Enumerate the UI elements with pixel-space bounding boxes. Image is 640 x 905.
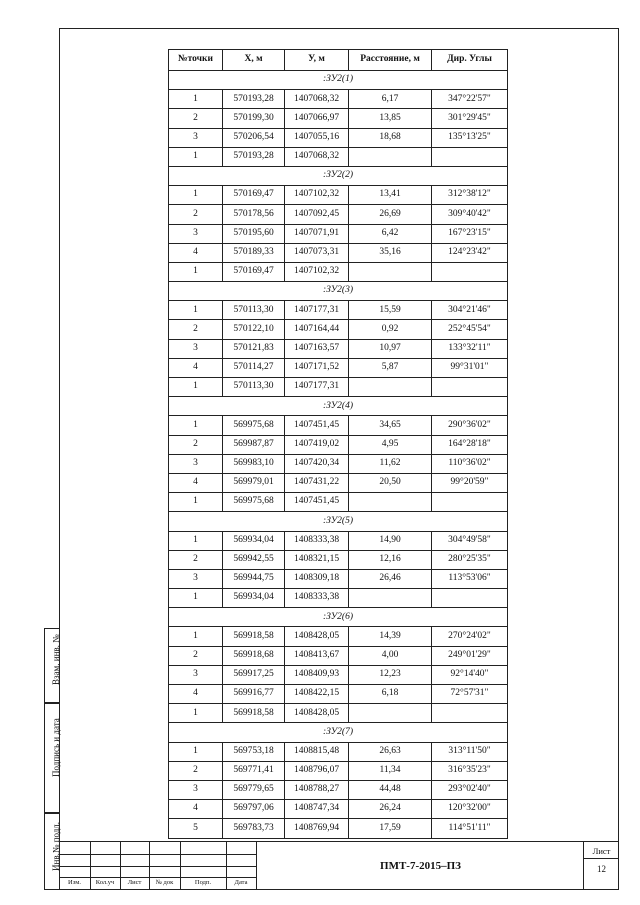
cell-distance: 5,87 — [349, 358, 432, 377]
table-header-row — [169, 50, 508, 71]
cell-bearing: 167°23'15" — [432, 224, 508, 243]
cell-distance: 13,85 — [349, 109, 432, 128]
table-row — [169, 109, 508, 128]
section-title: :ЗУ2(7) — [169, 723, 508, 742]
cell-x: 569918,58 — [223, 704, 285, 723]
cell-distance — [349, 262, 432, 281]
section-header-row — [169, 608, 508, 627]
cell-point-number: 1 — [169, 90, 223, 109]
section-header-row — [169, 71, 508, 90]
section-title: :ЗУ2(1) — [169, 71, 508, 90]
cell-point-number: 2 — [169, 550, 223, 569]
cell-x: 570178,56 — [223, 205, 285, 224]
cell-bearing: 312°38'12" — [432, 186, 508, 205]
cell-y: 1408788,27 — [285, 780, 349, 799]
cell-bearing — [432, 378, 508, 397]
column-label-quantity: Кол.уч — [95, 879, 115, 886]
cell-bearing: 309°40'42" — [432, 205, 508, 224]
table-row — [169, 550, 508, 569]
cell-bearing: 114°51'11" — [432, 819, 508, 838]
table-row — [169, 627, 508, 646]
table-row — [169, 473, 508, 492]
cell-bearing: 72°57'31" — [432, 685, 508, 704]
table-row — [169, 589, 508, 608]
cell-bearing: 92°14'40" — [432, 665, 508, 684]
section-header-row — [169, 282, 508, 301]
cell-point-number: 3 — [169, 339, 223, 358]
cell-point-number: 4 — [169, 473, 223, 492]
cell-bearing: 252°45'54" — [432, 320, 508, 339]
cell-point-number: 1 — [169, 186, 223, 205]
cell-distance: 0,92 — [349, 320, 432, 339]
cell-distance: 15,59 — [349, 301, 432, 320]
cell-y: 1407068,32 — [285, 90, 349, 109]
cell-bearing: 249°01'29" — [432, 646, 508, 665]
cell-y: 1407102,32 — [285, 262, 349, 281]
cell-y: 1407164,44 — [285, 320, 349, 339]
cell-point-number: 2 — [169, 205, 223, 224]
coordinates-table — [168, 49, 508, 839]
cell-x: 569783,73 — [223, 819, 285, 838]
cell-y: 1408333,38 — [285, 589, 349, 608]
cell-y: 1407163,57 — [285, 339, 349, 358]
table-row — [169, 454, 508, 473]
table-row — [169, 243, 508, 262]
column-label-signature: Подп. — [194, 879, 212, 886]
cell-x: 570195,60 — [223, 224, 285, 243]
cell-distance — [349, 493, 432, 512]
section-header-row — [169, 166, 508, 185]
cell-y: 1407171,52 — [285, 358, 349, 377]
cell-distance — [349, 147, 432, 166]
cell-bearing — [432, 493, 508, 512]
cell-bearing — [432, 262, 508, 281]
header-distance: Расстояние, м — [349, 50, 432, 71]
cell-y: 1408796,07 — [285, 761, 349, 780]
sheet-label: Лист — [584, 844, 619, 859]
cell-x: 570122,10 — [223, 320, 285, 339]
table-row — [169, 665, 508, 684]
header-y: У, м — [285, 50, 349, 71]
cell-y: 1408428,05 — [285, 704, 349, 723]
cell-distance — [349, 704, 432, 723]
revision-grid — [59, 842, 256, 890]
table-row — [169, 569, 508, 588]
table-row — [169, 493, 508, 512]
cell-y: 1407431,22 — [285, 473, 349, 492]
cell-x: 569983,10 — [223, 454, 285, 473]
cell-y: 1407177,31 — [285, 378, 349, 397]
cell-y: 1407071,91 — [285, 224, 349, 243]
cell-bearing: 316°35'23" — [432, 761, 508, 780]
cell-distance: 12,16 — [349, 550, 432, 569]
cell-distance: 11,62 — [349, 454, 432, 473]
table-row — [169, 646, 508, 665]
cell-y: 1407066,97 — [285, 109, 349, 128]
cell-x: 569753,18 — [223, 742, 285, 761]
cell-y: 1407102,32 — [285, 186, 349, 205]
cell-point-number: 2 — [169, 646, 223, 665]
cell-distance: 13,41 — [349, 186, 432, 205]
cell-x: 569975,68 — [223, 416, 285, 435]
cell-point-number: 1 — [169, 262, 223, 281]
cell-point-number: 3 — [169, 780, 223, 799]
cell-bearing: 120°32'00" — [432, 800, 508, 819]
cell-x: 569916,77 — [223, 685, 285, 704]
cell-bearing: 293°02'40" — [432, 780, 508, 799]
cell-point-number: 1 — [169, 627, 223, 646]
cell-distance: 26,46 — [349, 569, 432, 588]
cell-point-number: 1 — [169, 493, 223, 512]
cell-bearing: 270°24'02" — [432, 627, 508, 646]
stamp-label-replacement-inventory: Взам. инв. № — [51, 634, 61, 685]
cell-y: 1407420,34 — [285, 454, 349, 473]
cell-x: 569934,04 — [223, 531, 285, 550]
cell-point-number: 1 — [169, 416, 223, 435]
cell-bearing: 280°25'35" — [432, 550, 508, 569]
cell-x: 569942,55 — [223, 550, 285, 569]
section-title: :ЗУ2(6) — [169, 608, 508, 627]
stamp-label-signature-date: Подпись и дата — [51, 718, 61, 777]
cell-distance: 34,65 — [349, 416, 432, 435]
column-label-sheet: Лист — [127, 879, 142, 886]
section-title: :ЗУ2(4) — [169, 397, 508, 416]
cell-x: 570193,28 — [223, 90, 285, 109]
cell-distance: 4,00 — [349, 646, 432, 665]
cell-point-number: 3 — [169, 224, 223, 243]
cell-distance: 6,42 — [349, 224, 432, 243]
cell-distance: 6,17 — [349, 90, 432, 109]
cell-point-number: 5 — [169, 819, 223, 838]
column-label-date: Дата — [234, 879, 248, 886]
cell-y: 1407451,45 — [285, 493, 349, 512]
section-title: :ЗУ2(2) — [169, 166, 508, 185]
table-row — [169, 262, 508, 281]
cell-distance: 6,18 — [349, 685, 432, 704]
column-label-doc-number: № док — [155, 879, 174, 886]
table-row — [169, 435, 508, 454]
cell-bearing: 133°32'11" — [432, 339, 508, 358]
cell-y: 1408747,34 — [285, 800, 349, 819]
cell-bearing: 301°29'45" — [432, 109, 508, 128]
section-title: :ЗУ2(5) — [169, 512, 508, 531]
sheet-cell — [583, 842, 619, 890]
cell-x: 570189,33 — [223, 243, 285, 262]
cell-y: 1408422,15 — [285, 685, 349, 704]
cell-distance: 12,23 — [349, 665, 432, 684]
cell-point-number: 2 — [169, 435, 223, 454]
cell-y: 1407451,45 — [285, 416, 349, 435]
cell-bearing: 304°49'58" — [432, 531, 508, 550]
column-label-change: Изм. — [68, 879, 81, 886]
cell-point-number: 2 — [169, 320, 223, 339]
cell-point-number: 1 — [169, 589, 223, 608]
cell-bearing: 99°20'59" — [432, 473, 508, 492]
cell-x: 570169,47 — [223, 262, 285, 281]
cell-distance — [349, 378, 432, 397]
cell-x: 569934,04 — [223, 589, 285, 608]
cell-x: 569987,87 — [223, 435, 285, 454]
cell-x: 569917,25 — [223, 665, 285, 684]
cell-point-number: 3 — [169, 128, 223, 147]
cell-x: 569918,68 — [223, 646, 285, 665]
cell-distance: 4,95 — [349, 435, 432, 454]
table-row — [169, 224, 508, 243]
cell-point-number: 4 — [169, 685, 223, 704]
cell-distance — [349, 589, 432, 608]
cell-point-number: 1 — [169, 147, 223, 166]
cell-x: 570199,30 — [223, 109, 285, 128]
cell-distance: 26,24 — [349, 800, 432, 819]
cell-x: 569918,58 — [223, 627, 285, 646]
section-header-row — [169, 512, 508, 531]
cell-distance: 10,97 — [349, 339, 432, 358]
cell-distance: 26,69 — [349, 205, 432, 224]
cell-bearing: 113°53'06" — [432, 569, 508, 588]
cell-point-number: 2 — [169, 109, 223, 128]
header-x: X, м — [223, 50, 285, 71]
cell-point-number: 1 — [169, 704, 223, 723]
cell-y: 1408309,18 — [285, 569, 349, 588]
cell-x: 570169,47 — [223, 186, 285, 205]
table-row — [169, 301, 508, 320]
cell-point-number: 1 — [169, 301, 223, 320]
cell-x: 570193,28 — [223, 147, 285, 166]
cell-point-number: 3 — [169, 569, 223, 588]
cell-distance: 44,48 — [349, 780, 432, 799]
table-row — [169, 416, 508, 435]
cell-bearing: 99°31'01" — [432, 358, 508, 377]
cell-y: 1408409,93 — [285, 665, 349, 684]
cell-point-number: 1 — [169, 531, 223, 550]
cell-point-number: 4 — [169, 358, 223, 377]
table-row — [169, 205, 508, 224]
cell-y: 1408815,48 — [285, 742, 349, 761]
table-row — [169, 761, 508, 780]
section-header-row — [169, 397, 508, 416]
cell-x: 569975,68 — [223, 493, 285, 512]
cell-bearing: 110°36'02" — [432, 454, 508, 473]
cell-distance: 26,63 — [349, 742, 432, 761]
cell-x: 569779,65 — [223, 780, 285, 799]
cell-distance: 14,90 — [349, 531, 432, 550]
table-row — [169, 320, 508, 339]
cell-point-number: 1 — [169, 742, 223, 761]
cell-y: 1408428,05 — [285, 627, 349, 646]
cell-distance: 11,34 — [349, 761, 432, 780]
cell-distance: 18,68 — [349, 128, 432, 147]
cell-bearing: 290°36'02" — [432, 416, 508, 435]
table-row — [169, 800, 508, 819]
cell-bearing — [432, 589, 508, 608]
stamp-label-original-inventory: Инв.№ подл. — [51, 821, 61, 871]
cell-x: 570113,30 — [223, 378, 285, 397]
cell-y: 1408769,94 — [285, 819, 349, 838]
table-row — [169, 186, 508, 205]
cell-y: 1407177,31 — [285, 301, 349, 320]
cell-x: 570113,30 — [223, 301, 285, 320]
document-code: ПМТ-7-2015–ПЗ — [256, 842, 584, 890]
cell-x: 569797,06 — [223, 800, 285, 819]
cell-bearing: 347°22'57" — [432, 90, 508, 109]
cell-y: 1407055,16 — [285, 128, 349, 147]
cell-y: 1408413,67 — [285, 646, 349, 665]
cell-bearing — [432, 704, 508, 723]
cell-bearing: 135°13'25" — [432, 128, 508, 147]
header-point-number: №точки — [169, 50, 223, 71]
cell-y: 1408333,38 — [285, 531, 349, 550]
table-row — [169, 704, 508, 723]
cell-x: 570121,83 — [223, 339, 285, 358]
table-row — [169, 531, 508, 550]
cell-point-number: 2 — [169, 761, 223, 780]
cell-distance: 20,50 — [349, 473, 432, 492]
cell-y: 1407068,32 — [285, 147, 349, 166]
table-row — [169, 685, 508, 704]
cell-bearing: 124°23'42" — [432, 243, 508, 262]
cell-point-number: 3 — [169, 665, 223, 684]
cell-point-number: 3 — [169, 454, 223, 473]
cell-bearing: 304°21'46" — [432, 301, 508, 320]
cell-distance: 17,59 — [349, 819, 432, 838]
cell-x: 569771,41 — [223, 761, 285, 780]
table-row — [169, 378, 508, 397]
cell-point-number: 4 — [169, 243, 223, 262]
table-row — [169, 358, 508, 377]
table-row — [169, 339, 508, 358]
table-body — [169, 71, 508, 839]
cell-bearing: 164°28'18" — [432, 435, 508, 454]
sheet-number: 12 — [597, 864, 606, 874]
cell-y: 1407419,02 — [285, 435, 349, 454]
cell-bearing: 313°11'50" — [432, 742, 508, 761]
cell-y: 1407073,31 — [285, 243, 349, 262]
cell-x: 570206,54 — [223, 128, 285, 147]
cell-point-number: 4 — [169, 800, 223, 819]
cell-y: 1407092,45 — [285, 205, 349, 224]
cell-point-number: 1 — [169, 378, 223, 397]
cell-y: 1408321,15 — [285, 550, 349, 569]
cell-x: 570114,27 — [223, 358, 285, 377]
title-block — [59, 841, 619, 890]
table-row — [169, 90, 508, 109]
cell-bearing — [432, 147, 508, 166]
table-row — [169, 742, 508, 761]
cell-x: 569979,01 — [223, 473, 285, 492]
header-bearing: Дир. Углы — [432, 50, 508, 71]
table-row — [169, 819, 508, 838]
cell-distance: 14,39 — [349, 627, 432, 646]
table-row — [169, 128, 508, 147]
cell-distance: 35,16 — [349, 243, 432, 262]
table-row — [169, 780, 508, 799]
section-title: :ЗУ2(3) — [169, 282, 508, 301]
table-row — [169, 147, 508, 166]
section-header-row — [169, 723, 508, 742]
cell-x: 569944,75 — [223, 569, 285, 588]
